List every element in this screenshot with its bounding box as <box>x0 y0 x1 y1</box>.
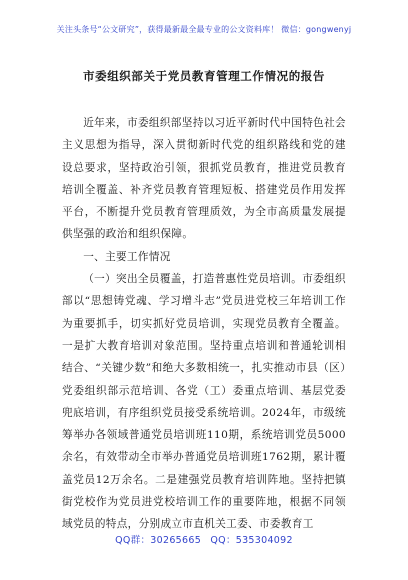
document-title: 市委组织部关于党员教育管理工作情况的报告 <box>83 69 325 83</box>
section-heading: 一、主要工作情况 <box>83 250 171 263</box>
footer-qq-group: QQ群：30265665 <box>115 535 202 546</box>
header-note: 关注头条号“公文研究”，获得最新最全最专业的公文资料库！ 微信：gongwenyj <box>56 25 352 34</box>
intro-paragraph: 近年来，市委组织部坚持以习近平新时代中国特色社会主义思想为指导，深入贯彻新时代党的组织路线和党的建设总要求，坚持政治引领，狠抓党员教育，推进党员教育培训全覆盖、补齐党员教育管理短板、搭建党员作用发挥平台，不断提升党员教育管理质效，为全市高质量发展提供坚强的政治和组织保障。 <box>62 117 346 241</box>
subsection-paragraph: （一）突出全员覆盖，打造普惠性党员培训。市委组织部以“思想铸党魂、学习增斗志”党员进党校三年培训工作为重要抓手，切实抓好党员培训，实现党员教育全覆盖。一是扩大教育培训对象范围。坚持重点培训和普通轮训相结合、“关键少数”和绝大多数相统一，扎实推动市县（区）党委组织部示范培训、各党（工）委重点培训、基层党委兜底培训，有序组织党员接受系统培训。2024年，市级统筹举办各领域普通党员培训班110期，系统培训党员5000余名，有效带动全市举办普通党员培训班1762期，累计覆盖党员12万余名。二是建强党员教育培训阵地。坚持把镇街党校作为党员进党校培训工作的重要阵地，根据不同领域党员的特点，分别成立市直机关工委、市委教育工 <box>62 273 346 531</box>
footer-qq: QQ：535304092 <box>210 535 293 546</box>
footer <box>0 532 408 546</box>
document-body <box>62 112 346 536</box>
